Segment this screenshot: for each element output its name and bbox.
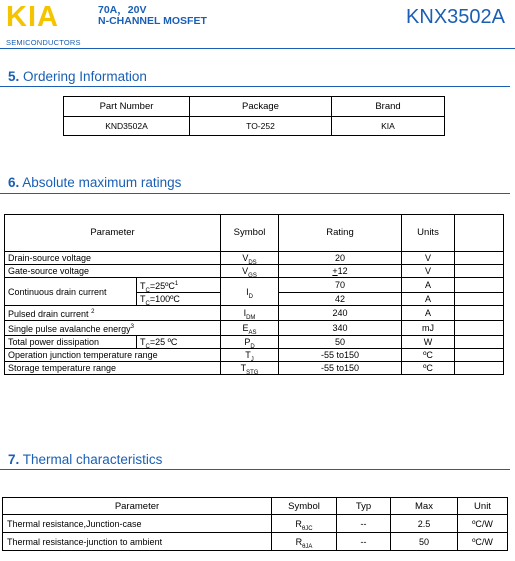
table-row [5, 362, 504, 375]
param-cell: Single pulse avalanche energy$^3$ [5, 321, 221, 336]
unit-cell: V [402, 265, 455, 278]
symbol-cell: $V_{GS}$ [221, 265, 279, 278]
param-cell: Thermal resistance,Junction-case [3, 515, 272, 533]
unit-cell: A [402, 306, 455, 321]
spec-rating: 70A，20V [98, 4, 147, 16]
spacer-cell [455, 278, 504, 293]
col-header: Part Number [64, 97, 190, 117]
table-row [5, 252, 504, 265]
spacer-cell [455, 336, 504, 349]
rating-cell: 70 [279, 278, 402, 293]
section-number: 7. [8, 452, 20, 467]
spacer-cell [455, 306, 504, 321]
table-header-row [5, 215, 504, 252]
device-type: N-CHANNEL MOSFET [98, 15, 207, 27]
section-label: Absolute maximum ratings [22, 175, 182, 190]
param-cell: Continuous drain current [5, 278, 137, 306]
rating-cell: 240 [279, 306, 402, 321]
col-header: Typ [337, 498, 391, 515]
company-logo: KIA [6, 1, 59, 33]
section-6-title [8, 175, 181, 190]
rating-cell: -55 to150 [279, 362, 402, 375]
spacer-cell [455, 252, 504, 265]
table-cell: TO-252 [190, 117, 332, 136]
symbol-cell: $R_{\theta JC}$ [272, 515, 337, 533]
table-row [3, 533, 508, 551]
max-cell: 50 [391, 533, 458, 551]
symbol-cell: $I_D$ [221, 278, 279, 306]
unit-cell: A [402, 278, 455, 293]
col-header: Parameter [5, 215, 221, 252]
col-header: Unit [458, 498, 508, 515]
section-label: Ordering Information [23, 69, 147, 84]
typ-cell: -- [337, 515, 391, 533]
param-cell: Thermal resistance-junction to ambient [3, 533, 272, 551]
table-row [5, 306, 504, 321]
unit-cell: ºC [402, 349, 455, 362]
param-cell: Pulsed drain current $^2$ [5, 306, 221, 321]
symbol-cell: $P_D$ [221, 336, 279, 349]
spacer-cell [455, 321, 504, 336]
unit-cell: mJ [402, 321, 455, 336]
table-row [64, 117, 445, 136]
param-cell: Operation junction temperature range [5, 349, 221, 362]
col-header: Units [402, 215, 455, 252]
symbol-cell: $T_{STG}$ [221, 362, 279, 375]
condition-cell: $T_C=25$ ºC [137, 336, 221, 349]
max-cell: 2.5 [391, 515, 458, 533]
header-divider [0, 48, 515, 49]
spacer-cell [455, 349, 504, 362]
col-header: Parameter [3, 498, 272, 515]
col-header: Symbol [221, 215, 279, 252]
rating-cell: 20 [279, 252, 402, 265]
symbol-cell: $V_{DS}$ [221, 252, 279, 265]
ordering-table [63, 96, 445, 136]
table-header-row [64, 97, 445, 117]
section-5-title [8, 69, 147, 84]
param-cell: Total power dissipation [5, 336, 137, 349]
rating-cell: 340 [279, 321, 402, 336]
col-header: Rating [279, 215, 402, 252]
table-row [5, 278, 504, 293]
section-6-divider [0, 193, 510, 194]
symbol-cell: $I_{DM}$ [221, 306, 279, 321]
col-header: Brand [332, 97, 445, 117]
col-header: Max [391, 498, 458, 515]
table-row [5, 336, 504, 349]
spacer-cell [455, 265, 504, 278]
param-cell: Storage temperature range [5, 362, 221, 375]
table-cell: KIA [332, 117, 445, 136]
spacer-cell [455, 362, 504, 375]
table-header-row [3, 498, 508, 515]
table-row [5, 349, 504, 362]
table-row [5, 265, 504, 278]
rating-cell: 50 [279, 336, 402, 349]
rating-cell: -55 to150 [279, 349, 402, 362]
unit-cell: ºC/W [458, 515, 508, 533]
typ-cell: -- [337, 533, 391, 551]
unit-cell: A [402, 293, 455, 306]
unit-cell: ºC [402, 362, 455, 375]
logo-subtitle: SEMICONDUCTORS [6, 38, 81, 47]
unit-cell: V [402, 252, 455, 265]
col-header: Symbol [272, 498, 337, 515]
col-header: Package [190, 97, 332, 117]
absolute-max-table [4, 214, 504, 375]
rating-cell: +12 [279, 265, 402, 278]
section-7-divider [0, 469, 510, 470]
thermal-table [2, 497, 508, 551]
table-cell: KND3502A [64, 117, 190, 136]
symbol-cell: $E_{AS}$ [221, 321, 279, 336]
condition-cell: $T_C=25ºC^1$ [137, 278, 221, 293]
condition-cell: $T_C=100ºC$ [137, 293, 221, 306]
section-7-title [8, 452, 162, 467]
unit-cell: ºC/W [458, 533, 508, 551]
spacer-cell [455, 293, 504, 306]
symbol-cell: $T_J$ [221, 349, 279, 362]
unit-cell: W [402, 336, 455, 349]
rating-cell: 42 [279, 293, 402, 306]
section-number: 5. [8, 69, 20, 84]
part-number-title: KNX3502A [406, 6, 505, 28]
table-row [3, 515, 508, 533]
spacer-cell [455, 215, 504, 252]
section-label: Thermal characteristics [22, 452, 163, 467]
symbol-cell: $R_{\theta JA}$ [272, 533, 337, 551]
param-cell: Drain-source voltage [5, 252, 221, 265]
table-row [5, 321, 504, 336]
section-5-divider [0, 86, 510, 87]
section-number: 6. [8, 175, 20, 190]
param-cell: Gate-source voltage [5, 265, 221, 278]
